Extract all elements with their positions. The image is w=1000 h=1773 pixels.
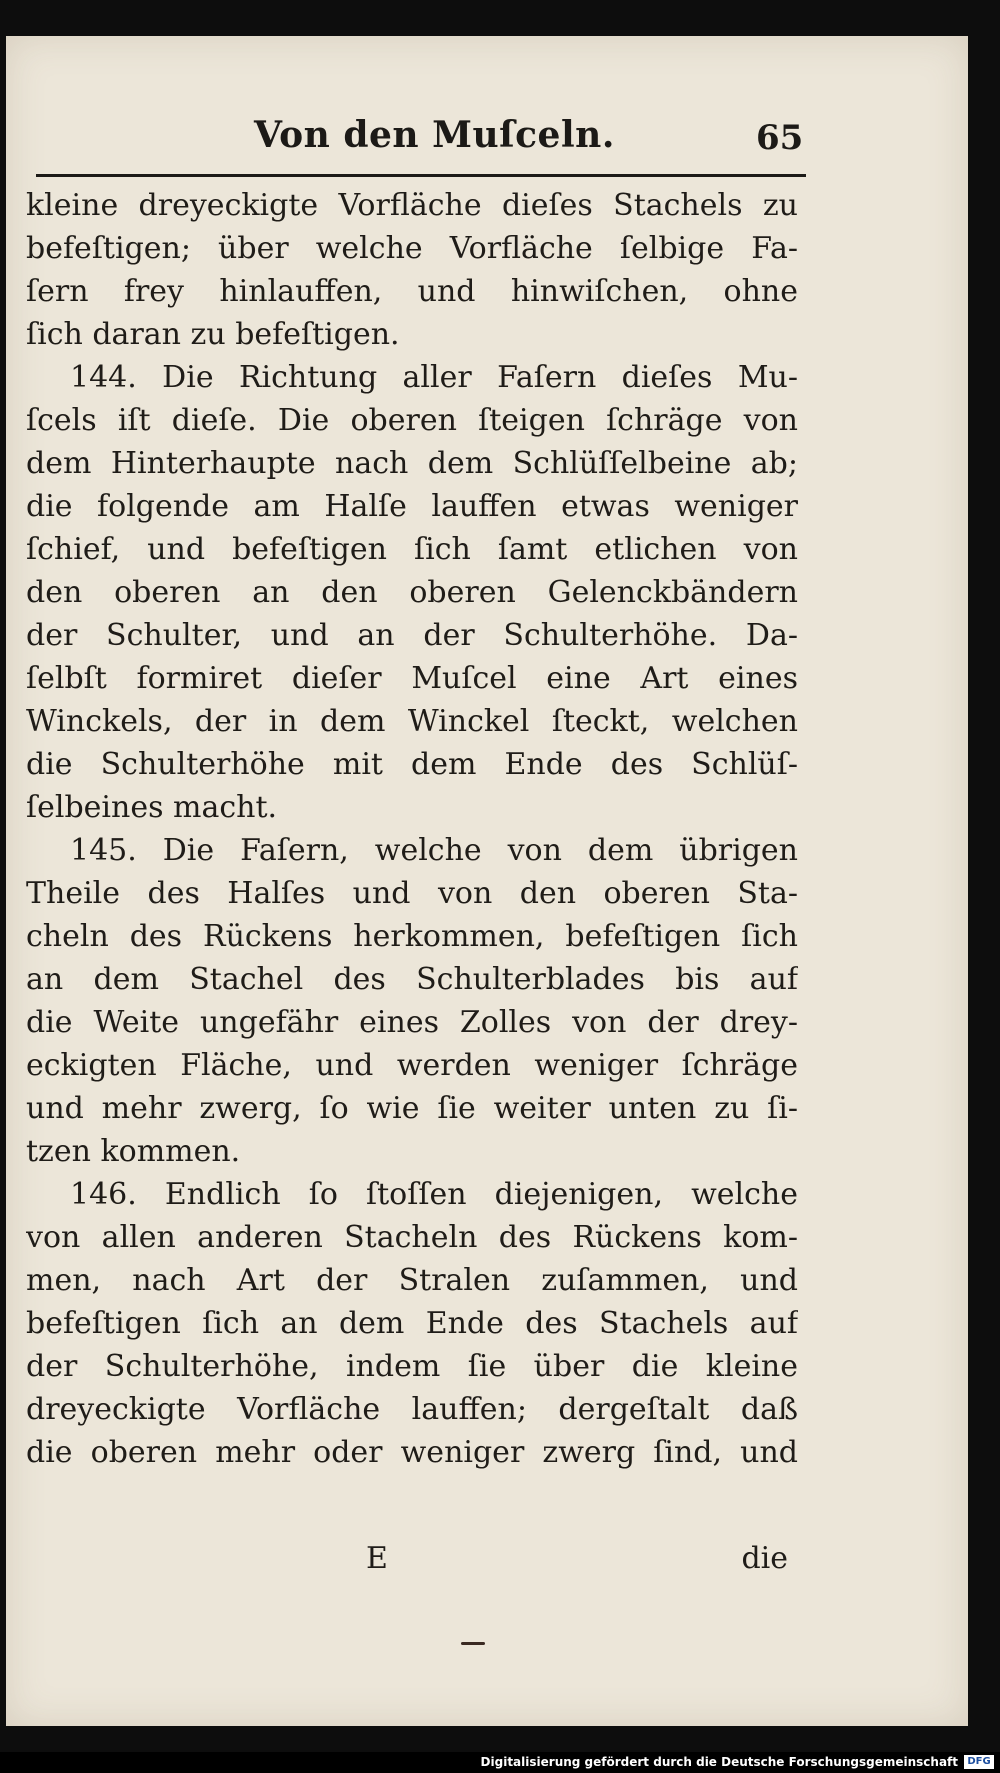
text-line: cheln des Rückens herkommen, befeſtigen ſich	[26, 919, 798, 954]
ink-mark	[461, 1642, 485, 1645]
text-line: Theile des Halſes und von den oberen Sta-	[26, 876, 798, 911]
header-rule	[36, 174, 806, 177]
text-line: den oberen an den oberen Gelenckbändern	[26, 575, 798, 610]
text-line: dreyeckigte Vorfläche lauffen; dergeſtalt daß	[26, 1392, 798, 1427]
paragraph-145-start: 145. Die Faſern, welche von dem übrigen	[70, 833, 798, 868]
book-page	[6, 36, 968, 1726]
digitization-footer	[0, 1752, 1000, 1773]
text-line: kleine dreyeckigte Vorfläche dieſes Stachels zu	[26, 188, 798, 223]
page-foot	[26, 1541, 798, 1584]
text-line: tzen kommen.	[26, 1134, 241, 1169]
running-title: Von den Muſceln.	[254, 114, 615, 156]
text-line: eckigten Fläche, und werden weniger ſchräge	[26, 1048, 798, 1083]
text-line: ſcels iſt dieſe. Die oberen ſteigen ſchräge von	[26, 403, 798, 438]
text-line: von allen anderen Stacheln des Rückens kom-	[26, 1220, 798, 1255]
text-line: der Schulter, und an der Schulterhöhe. Da-	[26, 618, 798, 653]
text-line: die Schulterhöhe mit dem Ende des Schlüſ-	[26, 747, 798, 782]
signature-mark: E	[366, 1541, 388, 1576]
text-line: ſern frey hinlauffen, und hinwiſchen, ohne	[26, 274, 798, 309]
text-line: men, nach Art der Stralen zuſammen, und	[26, 1263, 798, 1298]
running-head	[6, 114, 968, 174]
text-line: ſelbeines macht.	[26, 790, 278, 825]
funding-credit: Digitalisierung gefördert durch die Deutsche Forschungsgemeinschaft	[480, 1755, 958, 1769]
paragraph-146-start: 146. Endlich ſo ſtoſſen diejenigen, welche	[70, 1177, 798, 1212]
catchword: die	[741, 1541, 788, 1576]
text-line: dem Hinterhaupte nach dem Schlüſſelbeine ab;	[26, 446, 798, 481]
text-line: ſchief, und befeſtigen ſich ſamt etlichen von	[26, 532, 798, 567]
text-line: die Weite ungefähr eines Zolles von der drey-	[26, 1005, 798, 1040]
dfg-logo-icon: DFG	[964, 1755, 994, 1769]
text-line: der Schulterhöhe, indem ſie über die kleine	[26, 1349, 798, 1384]
text-line: und mehr zwerg, ſo wie ſie weiter unten zu ſi-	[26, 1091, 798, 1126]
text-line: die folgende am Halſe lauffen etwas weniger	[26, 489, 798, 524]
text-line: Winckels, der in dem Winckel ſteckt, welchen	[26, 704, 798, 739]
text-line: die oberen mehr oder weniger zwerg ſind, und	[26, 1435, 798, 1470]
text-line: befeſtigen ſich an dem Ende des Stachels auf	[26, 1306, 798, 1341]
text-line: befeſtigen; über welche Vorfläche ſelbige Fa-	[26, 231, 798, 266]
text-line: ſich daran zu befeſtigen.	[26, 317, 400, 352]
text-line: an dem Stachel des Schulterblades bis auf	[26, 962, 798, 997]
paragraph-144-start: 144. Die Richtung aller Faſern dieſes Mu-	[70, 360, 798, 395]
text-line: ſelbſt formiret dieſer Muſcel eine Art eines	[26, 661, 798, 696]
page-number: 65	[756, 118, 804, 158]
body-text	[26, 184, 798, 1474]
